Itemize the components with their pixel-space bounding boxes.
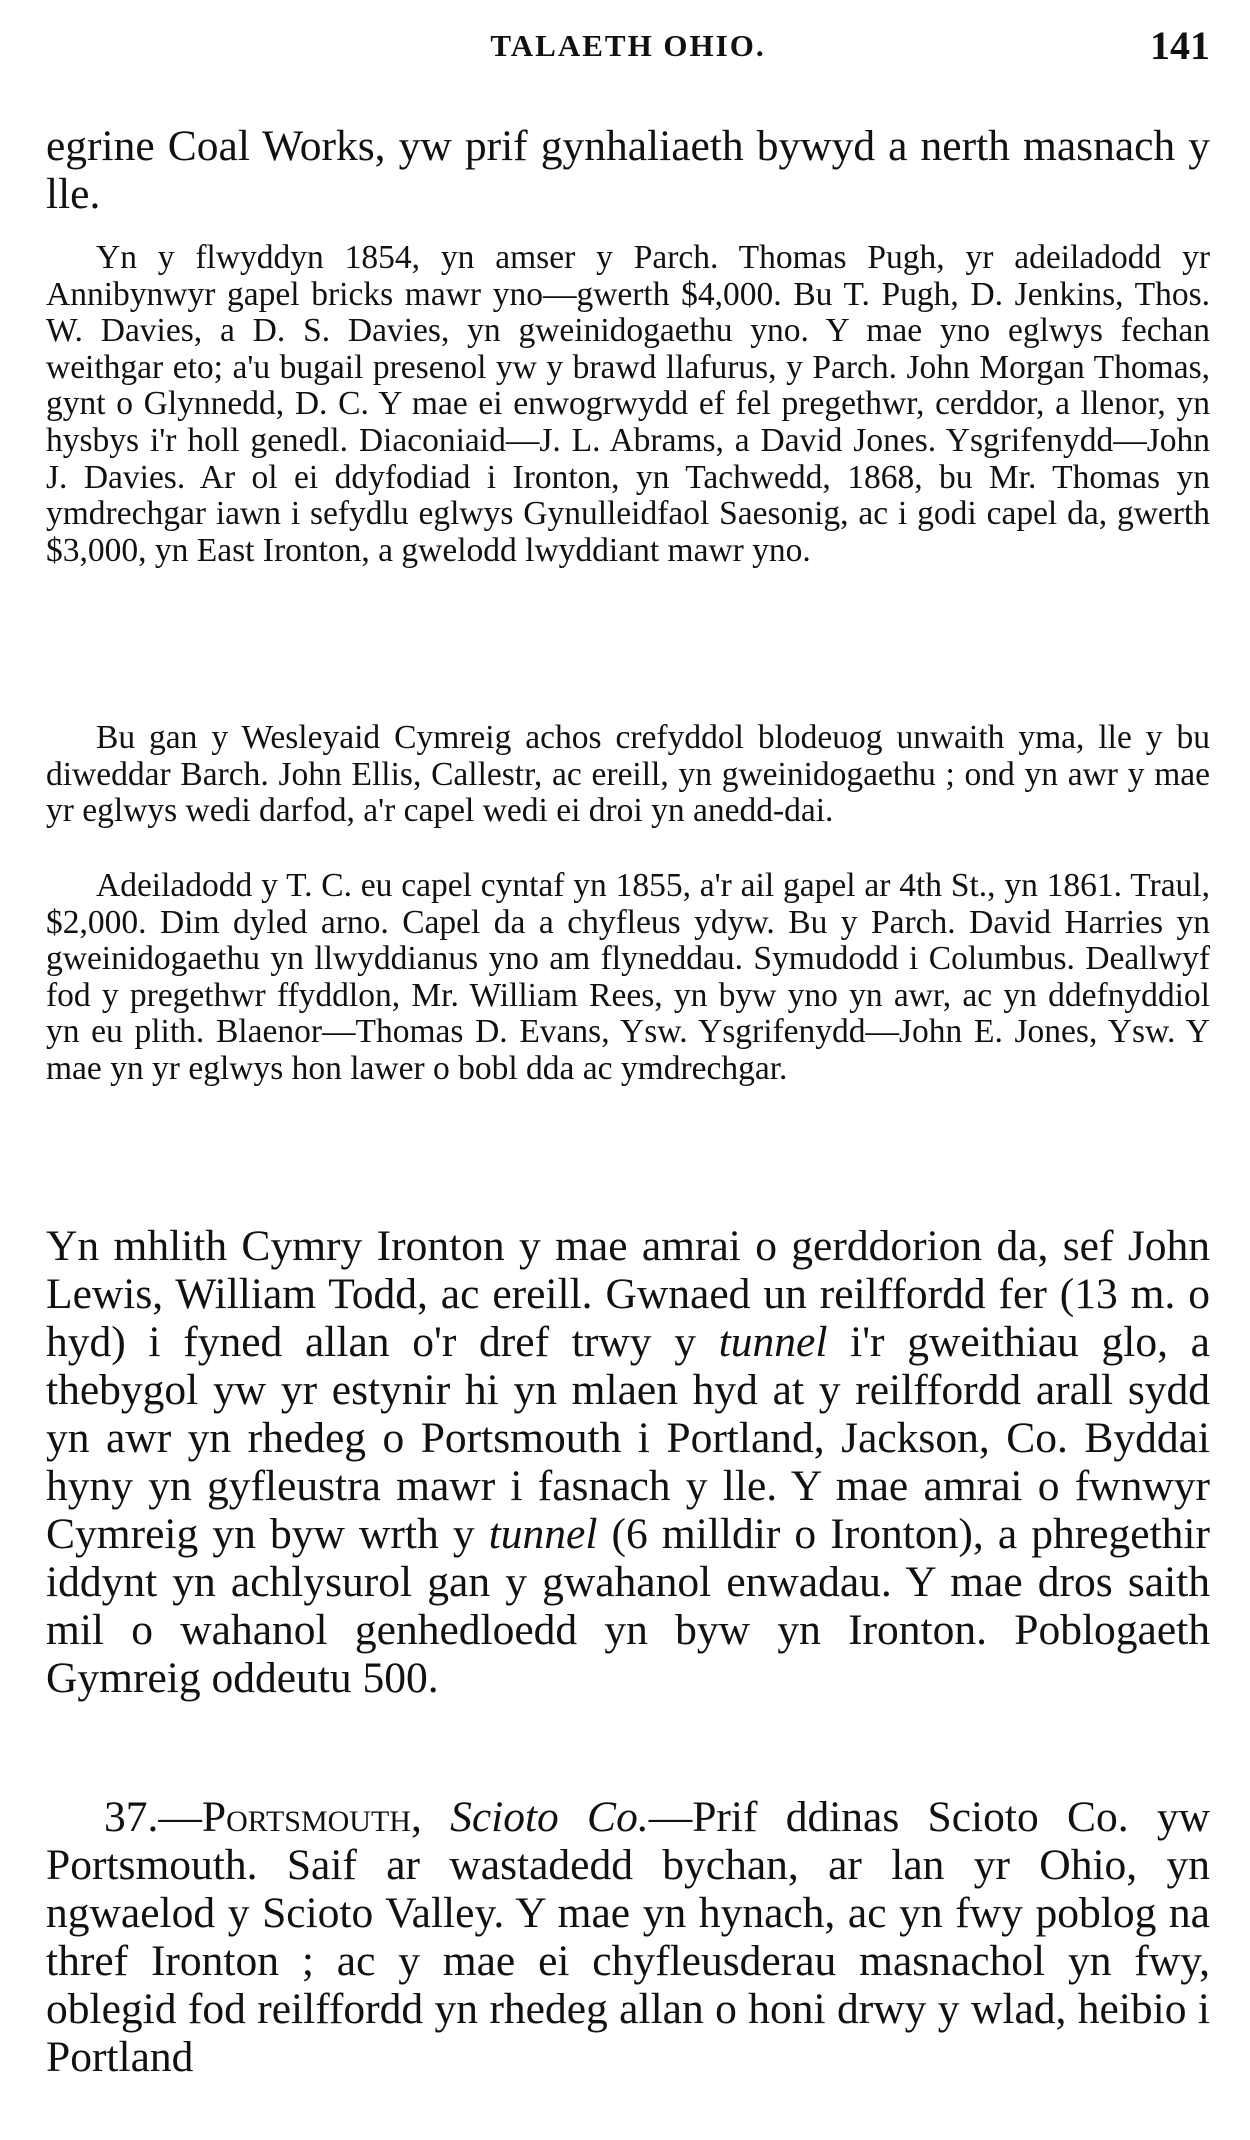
text-run: i'r gweithiau glo, a thebygol yw yr estynir hi yn mlaen hyd at y reilffordd arall sydd yn awr yn rhedeg o Portsmouth i Portland, Jackson, Co. Byddai hyny yn gyfleustra mawr i fasnach y lle. Y mae amrai o fwnwyr Cymreig yn byw wrth y <box>46 1318 1210 1558</box>
page-header <box>46 22 1210 72</box>
paragraph-continuation: egrine Coal Works, yw prif gynhaliaeth bywyd a nerth masnach y lle. <box>46 122 1210 218</box>
paragraph-portsmouth <box>46 1793 1210 2081</box>
text-run: Yn mhlith Cymry Ironton y mae amrai o gerddorion da, sef John Lewis, William Todd, ac ereill. Gwnaed un reilffordd fer (13 m. o hyd) i fyned allan o'r dref trwy y <box>46 1222 1210 1366</box>
paragraph-methodistiaid: Adeiladodd y T. C. eu capel cyntaf yn 1855, a'r ail gapel ar 4th St., yn 1861. Traul, $2,000. Dim dyled arno. Capel da a chyfleus ydyw. Bu y Parch. David Harries yn gweinidogaethu yn llwyddianus yno am flyneddau. Symudodd i Columbus. Deallwyf fod y pregethwr ffyddlon, Mr. William Rees, yn byw yno yn awr, ac yn ddefnyddiol yn eu plith. Blaenor—Thomas D. Evans, Ysw. Ysgrifenydd—John E. Jones, Ysw. Y mae yn yr eglwys hon lawer o bobl dda ac ymdrechgar. <box>46 867 1210 1087</box>
running-title: TALAETH OHIO. <box>490 28 766 63</box>
text-run: —Prif ddinas Scioto Co. yw Portsmouth. Saif ar wastadedd bychan, ar lan yr Ohio, yn ngwaelod y Scioto Valley. Y mae yn hynach, ac yn fwy poblog na thref Ironton ; ac y mae ei chyfleusderau masnachol yn fwy, oblegid fod reilffordd yn rhedeg allan o honi drwy y wlad, heibio i Portland <box>46 1793 1210 2081</box>
section-county: Scioto Co. <box>450 1793 649 1841</box>
italic-term: tunnel <box>718 1318 828 1366</box>
page-number: 141 <box>1150 23 1210 68</box>
section-number: 37.— <box>104 1793 202 1841</box>
italic-term: tunnel <box>488 1510 598 1558</box>
paragraph-ironton-welsh <box>46 1222 1210 1702</box>
text-run: (6 milldir o Ironton), a phregethir iddynt yn achlysurol gan y gwahanol enwadau. Y mae dros saith mil o wahanol genhedloedd yn byw yn Ironton. Poblogaeth Gymreig oddeutu 500. <box>46 1510 1210 1702</box>
section-place: Portsmouth, <box>201 1793 422 1841</box>
paragraph-annibynwyr: Yn y flwyddyn 1854, yn amser y Parch. Thomas Pugh, yr adeiladodd yr Annibynwyr gapel bricks mawr yno—gwerth $4,000. Bu T. Pugh, D. Jenkins, Thos. W. Davies, a D. S. Davies, yn gweinidogaethu yno. Y mae yno eglwys fechan weithgar eto; a'u bugail presenol yw y brawd llafurus, y Parch. John Morgan Thomas, gynt o Glynnedd, D. C. Y mae ei enwogrwydd ef fel pregethwr, cerddor, a llenor, yn hysbys i'r holl genedl. Diaconiaid—J. L. Abrams, a David Jones. Ysgrifenydd—John J. Davies. Ar ol ei ddyfodiad i Ironton, yn Tachwedd, 1868, bu Mr. Thomas yn ymdrechgar iawn i sefydlu eglwys Gynulleidfaol Saesonig, ac i godi capel da, gwerth $3,000, yn East Ironton, a gwelodd lwyddiant mawr yno. <box>46 239 1210 569</box>
paragraph-wesleyaid: Bu gan y Wesleyaid Cymreig achos crefyddol blodeuog unwaith yma, lle y bu diweddar Barch. John Ellis, Callestr, ac ereill, yn gweinidogaethu ; ond yn awr y mae yr eglwys wedi darfod, a'r capel wedi ei droi yn anedd-dai. <box>46 719 1210 830</box>
